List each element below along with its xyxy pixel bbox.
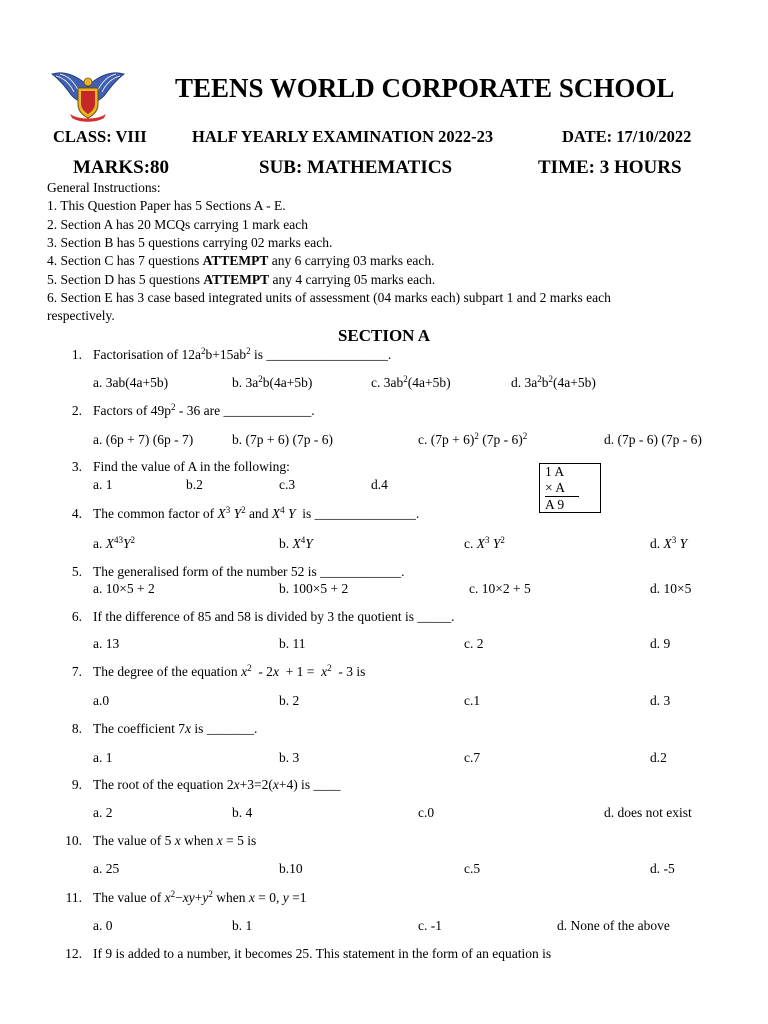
option-a: a. 0 [93, 918, 113, 933]
option-d: d. None of the above [557, 918, 670, 933]
instruction-3: 3. Section B has 5 questions carrying 02 marks each. [47, 235, 333, 250]
question-1-text: Factorisation of $12a^2b+15ab^2$ is __________________. [93, 346, 392, 362]
option-b: b. (7p + 6) (7p - 6) [232, 432, 333, 447]
question-9-text: The root of the equation 2x+3=2(x+4) is ____ [93, 777, 341, 792]
exam-title: HALF YEARLY EXAMINATION 2022-23 [192, 127, 494, 146]
option-b: b.10 [279, 861, 303, 876]
question-number: 9. [71, 777, 82, 792]
time-label: TIME: 3 HOURS [538, 157, 682, 178]
option-a: a. 13 [93, 636, 120, 651]
option-a: a.0 [93, 693, 110, 708]
option-c: c.0 [418, 805, 435, 820]
instruction-6: 6. Section E has 3 case based integrated units of assessment (04 marks each) subpart 1 and 2 marks each [47, 290, 611, 305]
instructions-title: General Instructions: [47, 180, 161, 195]
option-a: a. (6p + 7) (6p - 7) [93, 432, 194, 447]
option-d: d. $3a^2b^2(4a+5b)$ [511, 374, 596, 390]
option-b: b. 3 [279, 750, 300, 765]
multiplication-puzzle-box [539, 463, 601, 513]
option-c: c.5 [464, 861, 481, 876]
option-a: a. 10×5 + 2 [93, 581, 155, 596]
question-number: 8. [71, 721, 82, 736]
option-b: b. 1 [232, 918, 253, 933]
option-c: c.3 [279, 477, 296, 492]
puzzle-row-2: × A [545, 480, 565, 495]
option-c: c. -1 [418, 918, 442, 933]
option-b: b. 100×5 + 2 [279, 581, 349, 596]
question-number: 12. [65, 946, 82, 961]
option-d: d. -5 [650, 861, 675, 876]
option-d: d. does not exist [604, 805, 692, 820]
option-c: c. 10×2 + 5 [469, 581, 531, 596]
option-d: d. 10×5 [650, 581, 692, 596]
option-d: d. 3 [650, 693, 671, 708]
option-d: d.4 [371, 477, 388, 492]
class-label: CLASS: VIII [53, 127, 147, 146]
option-a: a. 1 [93, 750, 113, 765]
option-b: b. 11 [279, 636, 306, 651]
option-c: c.1 [464, 693, 481, 708]
question-3-text: Find the value of A in the following: [93, 459, 290, 474]
instruction-2: 2. Section A has 20 MCQs carrying 1 mark each [47, 217, 308, 232]
question-6-text: If the difference of 85 and 58 is divided by 3 the quotient is _____. [93, 609, 455, 624]
question-4-text: The common factor of $X^3$ $Y^2$ and $X^4$ Y is _______________. [93, 505, 420, 521]
question-2-text: Factors of $49p^2 - 36$ are _____________. [93, 402, 315, 418]
school-name: TEENS WORLD CORPORATE SCHOOL [175, 73, 675, 103]
option-c: c. $X^3$ $Y^2$ [464, 535, 505, 551]
marks-label: MARKS:80 [73, 157, 170, 178]
option-c: c.7 [464, 750, 481, 765]
question-number: 10. [65, 833, 82, 848]
option-c: c. 2 [464, 636, 484, 651]
option-d: d. 9 [650, 636, 671, 651]
question-12-text: If 9 is added to a number, it becomes 25. This statement in the form of an equation is [93, 946, 552, 961]
puzzle-row-3: A 9 [545, 497, 565, 512]
option-b: b. 2 [279, 693, 300, 708]
option-a: a. 1 [93, 477, 113, 492]
option-a: a. 3ab(4a+5b) [93, 375, 169, 390]
option-c: c. $(7p + 6)^2$ (7p - 6)$^2$ [418, 431, 528, 447]
option-a: a. $X^{43}Y^2$ [93, 535, 136, 551]
option-b: b. $3a^2b(4a+5b)$ [232, 374, 313, 390]
option-d: d. $X^3$ Y [650, 535, 688, 551]
question-7-text: The degree of the equation $x^2 - 2x + 1 = x^2 - 3$ is [93, 663, 366, 679]
option-c: c. $3ab^2(4a+5b)$ [371, 374, 451, 390]
subject-label: SUB: MATHEMATICS [259, 157, 453, 178]
instruction-4: 4. Section C has 7 questions ATTEMPT any 6 carrying 03 marks each. [47, 253, 435, 268]
question-number: 7. [71, 664, 82, 679]
instruction-5: 5. Section D has 5 questions ATTEMPT any 4 carrying 05 marks each. [47, 272, 436, 287]
question-10-text: The value of 5 x when x = 5 is [93, 833, 257, 848]
option-b: b. $X^4Y$ [279, 535, 313, 551]
question-number: 1. [71, 347, 82, 362]
exam-date: DATE: 17/10/2022 [562, 127, 692, 146]
instruction-1: 1. This Question Paper has 5 Sections A - E. [47, 198, 286, 213]
option-d: d.2 [650, 750, 667, 765]
puzzle-row-1: 1 A [545, 464, 565, 479]
school-logo [50, 66, 126, 124]
option-a: a. 25 [93, 861, 120, 876]
option-b: b. 4 [232, 805, 253, 820]
instruction-6-cont: respectively. [47, 308, 115, 323]
question-number: 2. [71, 403, 82, 418]
option-a: a. 2 [93, 805, 113, 820]
question-number: 3. [71, 459, 82, 474]
question-number: 11. [65, 890, 82, 905]
question-8-text: The coefficient 7x is _______. [93, 721, 258, 736]
question-5-text: The generalised form of the number 52 is ____________. [93, 564, 405, 579]
question-number: 4. [71, 506, 82, 521]
question-number: 5. [71, 564, 82, 579]
option-d: d. (7p - 6) (7p - 6) [604, 432, 702, 447]
question-11-text: The value of $x^2-xy+y^2$ when x = 0, y =1 [93, 889, 307, 905]
question-number: 6. [71, 609, 82, 624]
option-b: b.2 [186, 477, 203, 492]
section-a-title: SECTION A [337, 326, 431, 345]
